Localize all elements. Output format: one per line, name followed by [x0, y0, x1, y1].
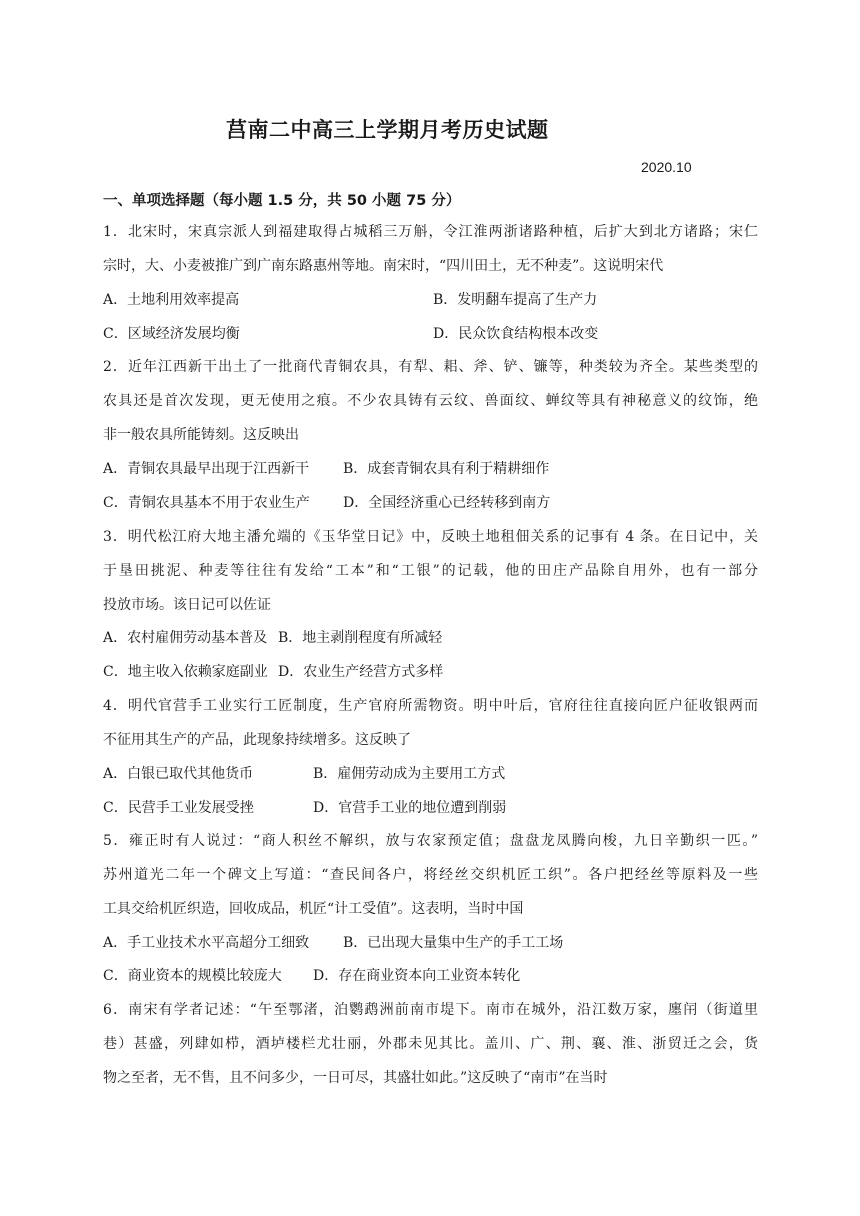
question-5-stem-line: 5．雍正时有人说过：“商人积丝不解织，放与农家预定值；盘盘龙凤腾向梭，九日辛勤织一匹。” [103, 833, 758, 849]
question-5-stem-line: 苏州道光二年一个碑文上写道：“查民间各户，将经丝交织机匠工织”。各户把经丝等原料及一些 [103, 867, 758, 883]
question-1-option-c: C．区域经济发展均衡 [103, 326, 240, 342]
question-3-stem-line: 投放市场。该日记可以佐证 [103, 597, 271, 613]
question-6-stem-line: 物之至者，无不售，且不问多少，一日可尽，其盛壮如此。”这反映了“南市”在当时 [103, 1070, 608, 1086]
question-2-stem-line: 非一般农具所能铸刻。这反映出 [103, 427, 299, 443]
question-2-option-b: B．成套青铜农具有利于精耕细作 [343, 461, 550, 477]
question-4-option-b: B．雇佣劳动成为主要用工方式 [313, 766, 506, 782]
question-4-stem-line: 4．明代官营手工业实行工匠制度，生产官府所需物资。明中叶后，官府往往直接向匠户征收银两而 [103, 698, 758, 714]
section-heading: 一、单项选择题（每小题 1.5 分，共 50 小题 75 分） [103, 193, 461, 209]
question-4-stem-line: 不征用其生产的产品，此现象持续增多。这反映了 [103, 732, 411, 748]
question-3-stem-line: 于垦田挑泥、种麦等往往有发给“工本”和“工银”的记载，他的田庄产品除自用外，也有一部分 [103, 563, 758, 579]
question-5-option-a: A．手工业技术水平高超分工细致 [103, 935, 310, 951]
question-1-option-d: D．民众饮食结构根本改变 [433, 326, 599, 342]
question-6-stem-line: 巷）甚盛，列肆如栉，酒垆楼栏尤壮丽，外郡未见其比。盖川、广、荆、襄、淮、浙贸迁之会，货 [103, 1036, 758, 1052]
question-1-option-a: A．土地利用效率提高 [103, 292, 240, 308]
question-3-option-c: C．地主收入依赖家庭副业 [103, 664, 268, 680]
question-2-stem-line: 农具还是首次发现，更无使用之痕。不少农具铸有云纹、兽面纹、蝉纹等具有神秘意义的纹饰，绝 [103, 393, 758, 409]
question-3-option-a: A．农村雇佣劳动基本普及 [103, 630, 268, 646]
page-title: 莒南二中高三上学期月考历史试题 [226, 118, 549, 142]
question-6-stem-line: 6．南宋有学者记述：“午至鄂渚，泊鹦鹉洲前南市堤下。南市在城外，沿江数万家，廛闬（街道里 [103, 1002, 758, 1018]
question-2-option-a: A．青铜农具最早出现于江西新干 [103, 461, 310, 477]
question-5-option-b: B．已出现大量集中生产的手工工场 [343, 935, 564, 951]
question-5-option-d: D．存在商业资本向工业资本转化 [313, 968, 521, 984]
question-5-stem-line: 工具交给机匠织造，回收成品，机匠“计工受值”。这表明，当时中国 [103, 901, 524, 917]
exam-date: 2020.10 [641, 159, 692, 175]
question-1-option-b: B．发明翻车提高了生产力 [433, 292, 598, 308]
question-2-option-d: D．全国经济重心已经转移到南方 [343, 495, 551, 511]
question-3-option-d: D．农业生产经营方式多样 [278, 664, 444, 680]
question-4-option-a: A．白银已取代其他货币 [103, 766, 254, 782]
question-1-stem-line: 宗时，大、小麦被推广到广南东路惠州等地。南宋时，“四川田土，无不种麦”。这说明宋代 [103, 258, 664, 274]
question-1-stem-line: 1．北宋时，宋真宗派人到福建取得占城稻三万斛，令江淮两浙诸路种植，后扩大到北方诸路；宋仁 [103, 224, 758, 240]
question-2-option-c: C．青铜农具基本不用于农业生产 [103, 495, 310, 511]
question-4-option-d: D．官营手工业的地位遭到削弱 [313, 800, 507, 816]
question-3-stem-line: 3．明代松江府大地主潘允端的《玉华堂日记》中，反映土地租佃关系的记事有 4 条。在日记中，关 [103, 529, 758, 545]
question-2-stem-line: 2．近年江西新干出土了一批商代青铜农具，有犁、耜、斧、铲、镰等，种类较为齐全。某些类型的 [103, 359, 758, 375]
question-5-option-c: C．商业资本的规模比较庞大 [103, 968, 282, 984]
question-3-option-b: B．地主剥削程度有所减轻 [278, 630, 443, 646]
question-4-option-c: C．民营手工业发展受挫 [103, 800, 254, 816]
